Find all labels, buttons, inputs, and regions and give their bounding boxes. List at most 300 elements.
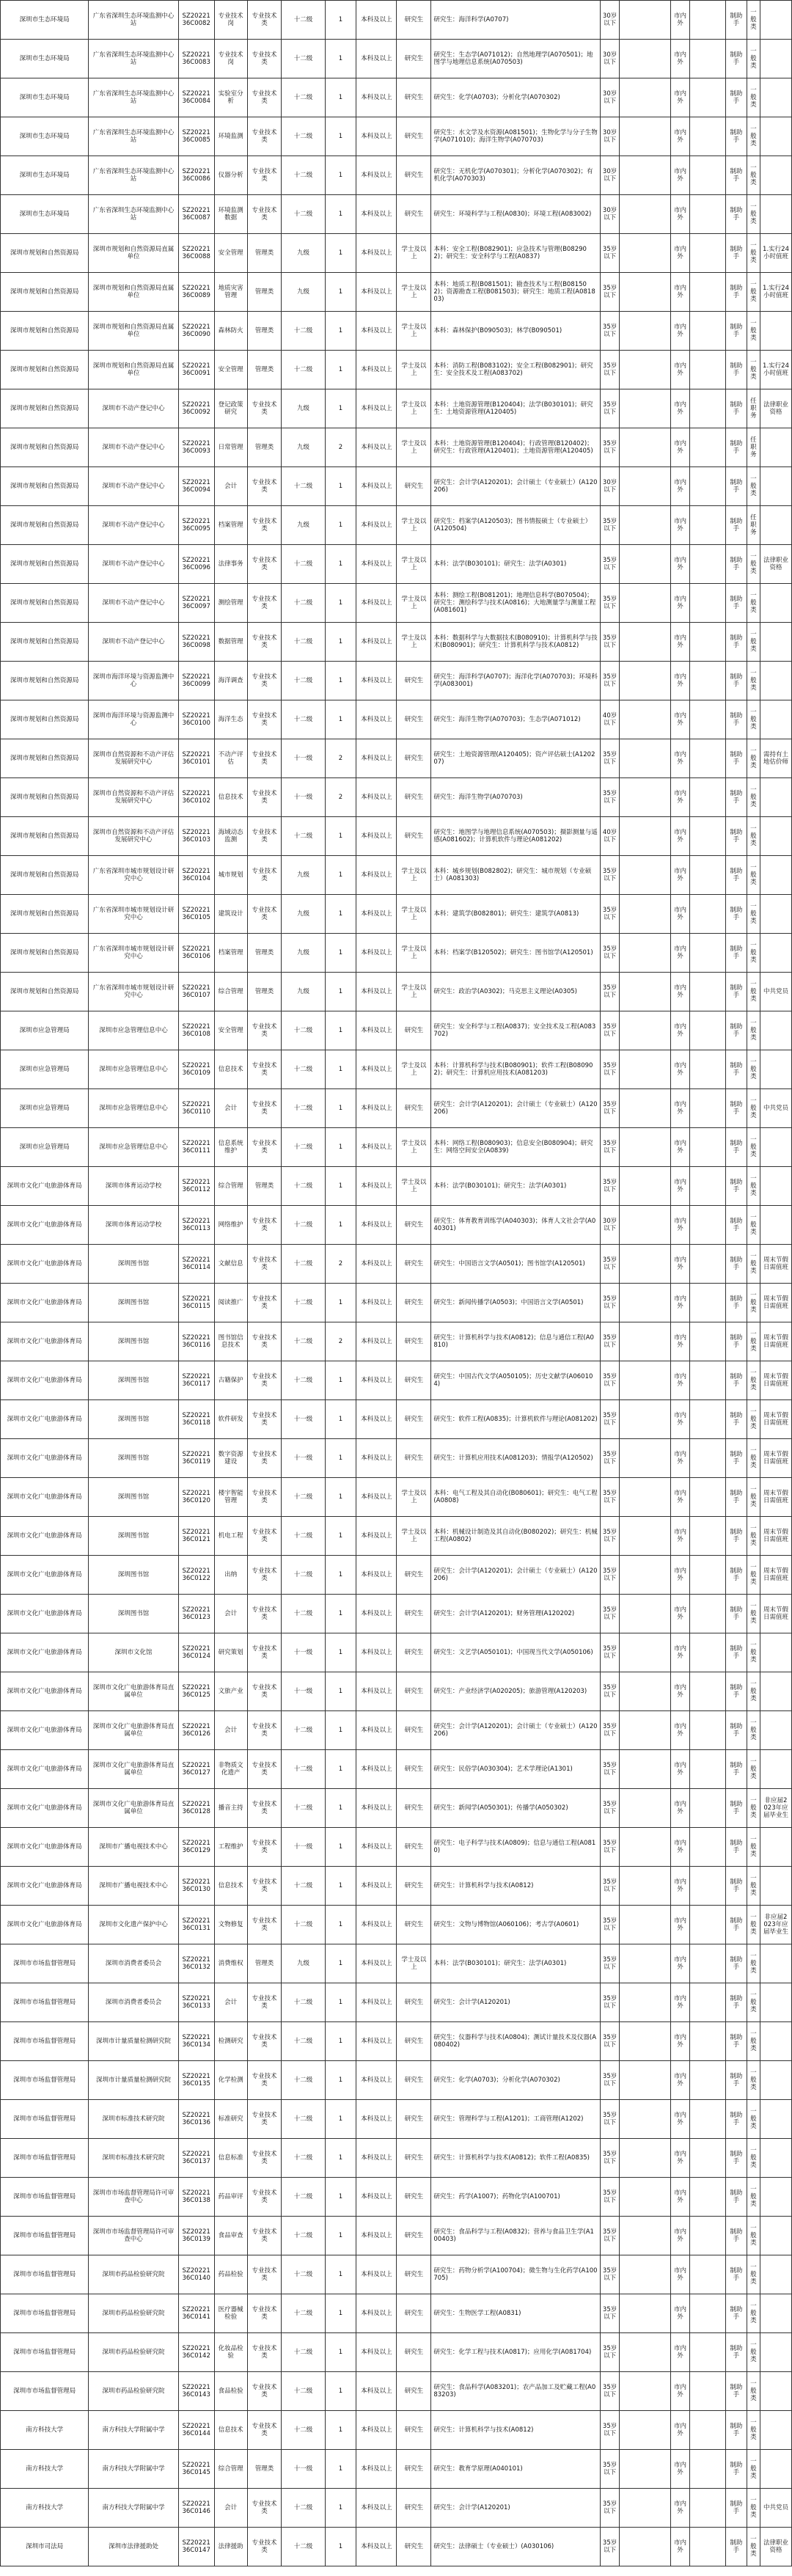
table-row xyxy=(1,2061,792,2100)
table-row xyxy=(1,1,792,40)
cell-major: 本科：法学(B030101)；研究生：法学(A0301) xyxy=(431,1944,600,1983)
cell-position-category: 专业技术类 xyxy=(247,545,282,584)
cell-education: 本科及以上 xyxy=(356,934,397,973)
cell-exam-category: 一般类 xyxy=(747,1672,760,1711)
cell-position-category: 专业技术类 xyxy=(247,2411,282,2450)
cell-age: 35岁以下 xyxy=(600,856,620,895)
cell-degree: 研究生 xyxy=(397,2333,431,2372)
cell-work-experience xyxy=(620,584,670,623)
cell-department: 深圳市规划和自然资源局 xyxy=(1,934,89,973)
cell-degree: 研究生 xyxy=(397,2450,431,2489)
table-row xyxy=(1,2372,792,2411)
cell-work-experience xyxy=(620,1517,670,1556)
cell-other xyxy=(690,2372,726,2411)
cell-exam-category: 一般类 xyxy=(747,351,760,389)
cell-unit: 深圳市市场监督管理局许可审查中心 xyxy=(89,2178,178,2217)
cell-hukou: 市内外 xyxy=(670,40,690,78)
cell-position-code: SZ2022136C0123 xyxy=(178,1595,214,1633)
cell-work-experience xyxy=(620,2294,670,2333)
cell-work-experience xyxy=(620,1167,670,1206)
cell-unit: 深圳市药品检验研究院 xyxy=(89,2294,178,2333)
cell-position-code: SZ2022136C0142 xyxy=(178,2333,214,2372)
cell-other xyxy=(690,2450,726,2489)
cell-staffing-type: 制助手 xyxy=(726,545,747,584)
cell-position-category: 管理类 xyxy=(247,428,282,467)
cell-position-category: 专业技术类 xyxy=(247,40,282,78)
cell-hukou: 市内外 xyxy=(670,1944,690,1983)
cell-work-experience xyxy=(620,78,670,117)
cell-exam-category: 一般类 xyxy=(747,2372,760,2411)
cell-education: 本科及以上 xyxy=(356,739,397,778)
cell-major: 本科：土地资源管理(B120404)；法学(B030101)；研究生：土地资源管理(A120405) xyxy=(431,389,600,428)
cell-position-level: 十二级 xyxy=(282,2528,325,2566)
cell-degree: 学士及以上 xyxy=(397,428,431,467)
cell-age: 35岁以下 xyxy=(600,1672,620,1711)
cell-position-code: SZ2022136C0083 xyxy=(178,40,214,78)
cell-staffing-type: 制助手 xyxy=(726,1284,747,1322)
cell-position-name: 网络维护 xyxy=(214,1206,247,1245)
cell-unit: 深圳图书馆 xyxy=(89,1595,178,1633)
cell-work-experience xyxy=(620,2100,670,2139)
cell-department: 深圳市规划和自然资源局 xyxy=(1,895,89,934)
table-row xyxy=(1,2178,792,2217)
cell-position-category: 专业技术类 xyxy=(247,1050,282,1089)
cell-position-code: SZ2022136C0087 xyxy=(178,195,214,234)
cell-education: 本科及以上 xyxy=(356,40,397,78)
cell-position-code: SZ2022136C0144 xyxy=(178,2411,214,2450)
cell-position-name: 环境监测数据 xyxy=(214,195,247,234)
cell-exam-category: 任职务 xyxy=(747,389,760,428)
cell-headcount: 2 xyxy=(325,428,356,467)
cell-department: 深圳市文化广电旅游体育局 xyxy=(1,1556,89,1595)
table-row xyxy=(1,2450,792,2489)
table-row xyxy=(1,506,792,545)
cell-department: 深圳市文化广电旅游体育局 xyxy=(1,1284,89,1322)
cell-remarks xyxy=(760,156,792,195)
cell-exam-category: 一般类 xyxy=(747,78,760,117)
cell-exam-category: 一般类 xyxy=(747,1,760,40)
cell-other xyxy=(690,2411,726,2450)
cell-degree: 研究生 xyxy=(397,1361,431,1400)
cell-staffing-type: 制助手 xyxy=(726,156,747,195)
cell-age: 35岁以下 xyxy=(600,1361,620,1400)
cell-hukou: 市内外 xyxy=(670,1167,690,1206)
cell-staffing-type: 制助手 xyxy=(726,2255,747,2294)
cell-remarks xyxy=(760,1050,792,1089)
cell-other xyxy=(690,40,726,78)
cell-age: 35岁以下 xyxy=(600,1011,620,1050)
cell-position-code: SZ2022136C0131 xyxy=(178,1906,214,1944)
cell-position-level: 九级 xyxy=(282,973,325,1011)
cell-remarks xyxy=(760,312,792,351)
cell-major: 研究生：化学(A0703)；分析化学(A070302) xyxy=(431,78,600,117)
cell-position-code: SZ2022136C0107 xyxy=(178,973,214,1011)
cell-position-name: 会计 xyxy=(214,1983,247,2022)
cell-staffing-type: 制助手 xyxy=(726,195,747,234)
cell-work-experience xyxy=(620,739,670,778)
cell-degree: 研究生 xyxy=(397,1711,431,1750)
cell-unit: 广东省深圳生态环境监测中心站 xyxy=(89,78,178,117)
cell-department: 深圳市规划和自然资源局 xyxy=(1,973,89,1011)
cell-position-level: 十二级 xyxy=(282,40,325,78)
cell-hukou: 市内外 xyxy=(670,312,690,351)
cell-position-category: 专业技术类 xyxy=(247,506,282,545)
cell-other xyxy=(690,1750,726,1789)
cell-other xyxy=(690,1711,726,1750)
cell-headcount: 1 xyxy=(325,506,356,545)
cell-headcount: 1 xyxy=(325,1906,356,1944)
cell-hukou: 市内外 xyxy=(670,1128,690,1167)
cell-position-name: 综合管理 xyxy=(214,973,247,1011)
table-row xyxy=(1,1322,792,1361)
cell-position-name: 出纳 xyxy=(214,1556,247,1595)
cell-position-level: 十二级 xyxy=(282,662,325,700)
cell-unit: 深圳市自然资源和不动产评估发展研究中心 xyxy=(89,778,178,817)
cell-degree: 研究生 xyxy=(397,1750,431,1789)
cell-exam-category: 一般类 xyxy=(747,234,760,273)
cell-hukou: 市内外 xyxy=(670,1633,690,1672)
cell-unit: 广东省深圳生态环境监测中心站 xyxy=(89,40,178,78)
cell-headcount: 1 xyxy=(325,2139,356,2178)
cell-exam-category: 一般类 xyxy=(747,2217,760,2255)
cell-degree: 研究生 xyxy=(397,778,431,817)
cell-other xyxy=(690,78,726,117)
cell-remarks xyxy=(760,2333,792,2372)
cell-unit: 深圳市自然资源和不动产评估发展研究中心 xyxy=(89,817,178,856)
cell-position-name: 会计 xyxy=(214,1089,247,1128)
cell-remarks xyxy=(760,1867,792,1906)
cell-work-experience xyxy=(620,2450,670,2489)
cell-exam-category: 一般类 xyxy=(747,1556,760,1595)
cell-position-name: 消费维权 xyxy=(214,1944,247,1983)
cell-unit: 深圳市文化广电旅游体育局直属单位 xyxy=(89,1711,178,1750)
cell-education: 本科及以上 xyxy=(356,856,397,895)
cell-position-level: 十一级 xyxy=(282,1400,325,1439)
cell-unit: 深圳市海洋环境与资源监测中心 xyxy=(89,700,178,739)
cell-unit: 深圳市市场监督管理局许可审查中心 xyxy=(89,2217,178,2255)
cell-other xyxy=(690,2139,726,2178)
cell-hukou: 市内外 xyxy=(670,739,690,778)
cell-position-level: 九级 xyxy=(282,273,325,312)
cell-department: 深圳市规划和自然资源局 xyxy=(1,234,89,273)
cell-staffing-type: 制助手 xyxy=(726,1906,747,1944)
cell-position-level: 十二级 xyxy=(282,1167,325,1206)
cell-education: 本科及以上 xyxy=(356,1556,397,1595)
cell-staffing-type: 制助手 xyxy=(726,934,747,973)
cell-other xyxy=(690,1167,726,1206)
cell-work-experience xyxy=(620,1556,670,1595)
cell-position-level: 十一级 xyxy=(282,1633,325,1672)
cell-headcount: 1 xyxy=(325,623,356,662)
cell-position-code: SZ2022136C0092 xyxy=(178,389,214,428)
cell-position-category: 专业技术类 xyxy=(247,778,282,817)
cell-work-experience xyxy=(620,428,670,467)
table-row xyxy=(1,1595,792,1633)
cell-staffing-type: 制助手 xyxy=(726,739,747,778)
cell-exam-category: 一般类 xyxy=(747,1595,760,1633)
cell-other xyxy=(690,584,726,623)
cell-position-code: SZ2022136C0100 xyxy=(178,700,214,739)
cell-hukou: 市内外 xyxy=(670,2217,690,2255)
cell-other xyxy=(690,1361,726,1400)
cell-department: 深圳市规划和自然资源局 xyxy=(1,700,89,739)
cell-other xyxy=(690,1595,726,1633)
cell-staffing-type: 制助手 xyxy=(726,1167,747,1206)
cell-degree: 学士及以上 xyxy=(397,234,431,273)
table-row xyxy=(1,1672,792,1711)
cell-major: 研究生：体育教育训练学(A040303)；体育人文社会学(A040301) xyxy=(431,1206,600,1245)
cell-other xyxy=(690,817,726,856)
cell-unit: 深圳市应急管理信息中心 xyxy=(89,1128,178,1167)
cell-unit: 深圳市应急管理信息中心 xyxy=(89,1011,178,1050)
cell-unit: 深圳市规划和自然资源局直属单位 xyxy=(89,273,178,312)
cell-staffing-type: 制助手 xyxy=(726,2294,747,2333)
cell-remarks: 周末节假日需值班 xyxy=(760,1245,792,1284)
cell-position-level: 十二级 xyxy=(282,1789,325,1828)
cell-exam-category: 一般类 xyxy=(747,700,760,739)
cell-remarks xyxy=(760,934,792,973)
cell-position-code: SZ2022136C0146 xyxy=(178,2489,214,2528)
cell-position-category: 专业技术类 xyxy=(247,2489,282,2528)
cell-department: 深圳市生态环境局 xyxy=(1,156,89,195)
cell-remarks xyxy=(760,2178,792,2217)
cell-position-category: 专业技术类 xyxy=(247,1361,282,1400)
cell-degree: 学士及以上 xyxy=(397,389,431,428)
cell-education: 本科及以上 xyxy=(356,2528,397,2566)
cell-position-level: 十二级 xyxy=(282,584,325,623)
cell-department: 深圳市文化广电旅游体育局 xyxy=(1,1167,89,1206)
cell-position-category: 专业技术类 xyxy=(247,1983,282,2022)
cell-exam-category: 一般类 xyxy=(747,662,760,700)
cell-position-category: 专业技术类 xyxy=(247,1206,282,1245)
cell-age: 35岁以下 xyxy=(600,2411,620,2450)
cell-position-name: 信息标准 xyxy=(214,2139,247,2178)
cell-headcount: 1 xyxy=(325,78,356,117)
cell-staffing-type: 制助手 xyxy=(726,1828,747,1867)
cell-degree: 研究生 xyxy=(397,2178,431,2217)
cell-major: 研究生：管理科学与工程(A1201)；工商管理(A1202) xyxy=(431,2100,600,2139)
cell-headcount: 1 xyxy=(325,1750,356,1789)
cell-age: 35岁以下 xyxy=(600,1906,620,1944)
cell-remarks xyxy=(760,1167,792,1206)
cell-position-name: 数字资源建设 xyxy=(214,1439,247,1478)
position-table-body xyxy=(1,1,792,2566)
cell-hukou: 市内外 xyxy=(670,1556,690,1595)
cell-age: 30岁以下 xyxy=(600,1,620,40)
cell-unit: 广东省深圳市城市规划设计研究中心 xyxy=(89,856,178,895)
cell-education: 本科及以上 xyxy=(356,895,397,934)
cell-major: 研究生：生物医学工程(A0831) xyxy=(431,2294,600,2333)
cell-major: 研究生：水文学及水资源(A081501)；生物化学与分子生物学(A071010)；海洋生物学(A070703) xyxy=(431,117,600,156)
cell-position-code: SZ2022136C0109 xyxy=(178,1050,214,1089)
cell-major: 研究生：会计学(A120201)；会计硕士（专业硕士）(A120206) xyxy=(431,1711,600,1750)
cell-exam-category: 任职务 xyxy=(747,506,760,545)
cell-department: 深圳市文化广电旅游体育局 xyxy=(1,1711,89,1750)
cell-staffing-type: 制助手 xyxy=(726,1361,747,1400)
cell-headcount: 2 xyxy=(325,1245,356,1284)
cell-remarks xyxy=(760,1944,792,1983)
table-row xyxy=(1,195,792,234)
cell-major: 研究生：政治学(A0302)；马克思主义理论(A0305) xyxy=(431,973,600,1011)
cell-department: 深圳市规划和自然资源局 xyxy=(1,739,89,778)
cell-hukou: 市内外 xyxy=(670,117,690,156)
cell-hukou: 市内外 xyxy=(670,662,690,700)
cell-position-category: 专业技术类 xyxy=(247,2022,282,2061)
cell-position-level: 十二级 xyxy=(282,1284,325,1322)
cell-other xyxy=(690,934,726,973)
cell-headcount: 1 xyxy=(325,312,356,351)
cell-work-experience xyxy=(620,1906,670,1944)
cell-other xyxy=(690,2294,726,2333)
cell-unit: 深圳图书馆 xyxy=(89,1517,178,1556)
cell-position-level: 十二级 xyxy=(282,1983,325,2022)
cell-remarks: 周末节假日需值班 xyxy=(760,1322,792,1361)
table-row xyxy=(1,78,792,117)
cell-staffing-type: 制助手 xyxy=(726,1322,747,1361)
cell-exam-category: 一般类 xyxy=(747,856,760,895)
cell-age: 35岁以下 xyxy=(600,739,620,778)
cell-work-experience xyxy=(620,2022,670,2061)
cell-age: 35岁以下 xyxy=(600,1400,620,1439)
cell-age: 35岁以下 xyxy=(600,2178,620,2217)
cell-remarks: 周末节假日需值班 xyxy=(760,1478,792,1517)
cell-position-code: SZ2022136C0117 xyxy=(178,1361,214,1400)
cell-department: 深圳市文化广电旅游体育局 xyxy=(1,1906,89,1944)
cell-unit: 广东省深圳市城市规划设计研究中心 xyxy=(89,934,178,973)
cell-position-category: 专业技术类 xyxy=(247,2372,282,2411)
cell-hukou: 市内外 xyxy=(670,2255,690,2294)
cell-age: 35岁以下 xyxy=(600,1750,620,1789)
cell-hukou: 市内外 xyxy=(670,623,690,662)
cell-exam-category: 一般类 xyxy=(747,1633,760,1672)
cell-degree: 研究生 xyxy=(397,1,431,40)
table-row xyxy=(1,973,792,1011)
cell-unit: 深圳市文化遗产保护中心 xyxy=(89,1906,178,1944)
cell-position-category: 专业技术类 xyxy=(247,2255,282,2294)
cell-degree: 研究生 xyxy=(397,1867,431,1906)
cell-position-category: 专业技术类 xyxy=(247,156,282,195)
cell-unit: 深圳市消费者委员会 xyxy=(89,1944,178,1983)
cell-remarks xyxy=(760,662,792,700)
cell-position-category: 专业技术类 xyxy=(247,1867,282,1906)
cell-other xyxy=(690,1,726,40)
cell-major: 研究生：会计学(A120201)；会计硕士（专业硕士）(A120206) xyxy=(431,467,600,506)
cell-department: 南方科技大学 xyxy=(1,2489,89,2528)
cell-hukou: 市内外 xyxy=(670,2450,690,2489)
cell-department: 深圳市生态环境局 xyxy=(1,1,89,40)
cell-other xyxy=(690,195,726,234)
cell-position-level: 九级 xyxy=(282,234,325,273)
cell-staffing-type: 制助手 xyxy=(726,778,747,817)
cell-major: 研究生：化学工程与技术(A0817)；应用化学(A081704) xyxy=(431,2333,600,2372)
table-row xyxy=(1,1944,792,1983)
cell-exam-category: 一般类 xyxy=(747,1439,760,1478)
cell-exam-category: 一般类 xyxy=(747,1050,760,1089)
cell-department: 南方科技大学 xyxy=(1,2411,89,2450)
cell-position-category: 专业技术类 xyxy=(247,1400,282,1439)
cell-position-level: 十二级 xyxy=(282,1011,325,1050)
cell-exam-category: 一般类 xyxy=(747,1906,760,1944)
cell-position-name: 会计 xyxy=(214,1711,247,1750)
cell-remarks xyxy=(760,1633,792,1672)
cell-department: 深圳市市场监督管理局 xyxy=(1,2255,89,2294)
cell-age: 35岁以下 xyxy=(600,1633,620,1672)
cell-exam-category: 一般类 xyxy=(747,156,760,195)
cell-work-experience xyxy=(620,1011,670,1050)
cell-remarks xyxy=(760,2217,792,2255)
cell-major: 本科：档案学(B120502)；研究生：图书馆学(A120501) xyxy=(431,934,600,973)
cell-staffing-type: 制助手 xyxy=(726,662,747,700)
cell-age: 35岁以下 xyxy=(600,973,620,1011)
cell-other xyxy=(690,545,726,584)
cell-age: 35岁以下 xyxy=(600,545,620,584)
cell-exam-category: 一般类 xyxy=(747,545,760,584)
cell-hukou: 市内外 xyxy=(670,1828,690,1867)
cell-headcount: 1 xyxy=(325,2450,356,2489)
cell-age: 30岁以下 xyxy=(600,195,620,234)
cell-other xyxy=(690,1128,726,1167)
cell-other xyxy=(690,1011,726,1050)
cell-other xyxy=(690,351,726,389)
cell-age: 30岁以下 xyxy=(600,78,620,117)
cell-education: 本科及以上 xyxy=(356,2100,397,2139)
cell-position-level: 九级 xyxy=(282,856,325,895)
cell-degree: 学士及以上 xyxy=(397,973,431,1011)
cell-degree: 学士及以上 xyxy=(397,1517,431,1556)
cell-headcount: 1 xyxy=(325,1,356,40)
cell-exam-category: 一般类 xyxy=(747,1517,760,1556)
cell-remarks xyxy=(760,1983,792,2022)
cell-position-level: 十二级 xyxy=(282,195,325,234)
cell-staffing-type: 制助手 xyxy=(726,1,747,40)
cell-headcount: 1 xyxy=(325,2022,356,2061)
cell-unit: 南方科技大学附属中学 xyxy=(89,2489,178,2528)
table-row xyxy=(1,856,792,895)
cell-other xyxy=(690,1944,726,1983)
cell-unit: 深圳市自然资源和不动产评估发展研究中心 xyxy=(89,739,178,778)
cell-staffing-type: 制助手 xyxy=(726,817,747,856)
cell-department: 深圳市市场监督管理局 xyxy=(1,2178,89,2217)
cell-staffing-type: 制助手 xyxy=(726,1478,747,1517)
cell-position-level: 十二级 xyxy=(282,117,325,156)
cell-education: 本科及以上 xyxy=(356,1944,397,1983)
cell-degree: 研究生 xyxy=(397,2372,431,2411)
cell-position-category: 管理类 xyxy=(247,351,282,389)
cell-position-level: 十二级 xyxy=(282,156,325,195)
cell-degree: 研究生 xyxy=(397,1439,431,1478)
cell-staffing-type: 制助手 xyxy=(726,1867,747,1906)
cell-position-code: SZ2022136C0099 xyxy=(178,662,214,700)
cell-education: 本科及以上 xyxy=(356,1284,397,1322)
table-row xyxy=(1,2294,792,2333)
cell-staffing-type: 制助手 xyxy=(726,973,747,1011)
cell-other xyxy=(690,1906,726,1944)
cell-other xyxy=(690,312,726,351)
table-row xyxy=(1,1789,792,1828)
cell-staffing-type: 制助手 xyxy=(726,1400,747,1439)
table-row xyxy=(1,312,792,351)
cell-other xyxy=(690,739,726,778)
cell-major: 研究生：化学(A0703)；分析化学(A070302) xyxy=(431,2061,600,2100)
cell-position-name: 信息系统维护 xyxy=(214,1128,247,1167)
cell-hukou: 市内外 xyxy=(670,1517,690,1556)
cell-work-experience xyxy=(620,195,670,234)
cell-unit: 深圳市广播电视技术中心 xyxy=(89,1867,178,1906)
cell-work-experience xyxy=(620,351,670,389)
cell-age: 35岁以下 xyxy=(600,1556,620,1595)
cell-other xyxy=(690,117,726,156)
cell-remarks xyxy=(760,506,792,545)
